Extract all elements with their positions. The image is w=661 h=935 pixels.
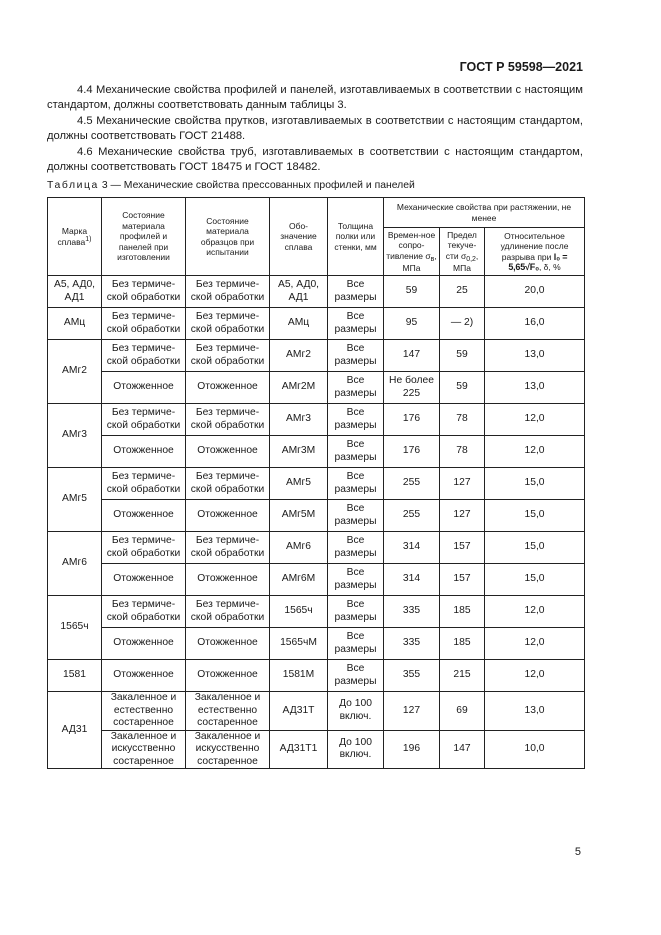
cell-yield: 25 <box>440 276 485 308</box>
cell-thickness: До 100 включ. <box>328 692 384 731</box>
cell-thickness: Все размеры <box>328 276 384 308</box>
cell-state-sample: Без термиче-ской обработки <box>186 596 270 628</box>
cell-tensile: 127 <box>384 692 440 731</box>
cell-state-sample: Закаленное и искусственно состаренное <box>186 730 270 769</box>
cell-elongation: 12,0 <box>485 596 585 628</box>
cell-state-product: Без термиче-ской обработки <box>102 596 186 628</box>
page-number: 5 <box>574 846 581 858</box>
cell-designation: АМг5М <box>270 500 328 532</box>
cell-designation: АМг2 <box>270 340 328 372</box>
table-caption <box>47 180 415 191</box>
cell-thickness: Все размеры <box>328 532 384 564</box>
table-row <box>48 276 585 308</box>
header-elongation: Относительное удлинение после разрыва при l₀ = 5,65√F₀, δ, % <box>485 228 585 276</box>
header-grade: Марка сплава$^{1)}$ <box>48 198 102 276</box>
cell-thickness: Все размеры <box>328 500 384 532</box>
cell-yield: 147 <box>440 730 485 769</box>
cell-elongation: 10,0 <box>485 730 585 769</box>
table-row <box>48 404 585 436</box>
cell-thickness: Все размеры <box>328 660 384 692</box>
cell-state-product: Отожженное <box>102 660 186 692</box>
table-row <box>48 532 585 564</box>
cell-state-sample: Отожженное <box>186 500 270 532</box>
cell-tensile: 314 <box>384 532 440 564</box>
table-row <box>48 468 585 500</box>
cell-elongation: 12,0 <box>485 436 585 468</box>
cell-state-product: Без термиче-ской обработки <box>102 468 186 500</box>
table-row <box>48 660 585 692</box>
cell-state-product: Без термиче-ской обработки <box>102 340 186 372</box>
cell-state-product: Отожженное <box>102 628 186 660</box>
cell-elongation: 12,0 <box>485 404 585 436</box>
cell-elongation: 16,0 <box>485 308 585 340</box>
cell-elongation: 20,0 <box>485 276 585 308</box>
cell-yield: 78 <box>440 404 485 436</box>
document-header: ГОСТ Р 59598—2021 <box>459 60 583 74</box>
cell-thickness: Все размеры <box>328 468 384 500</box>
caption-number: 3 <box>101 180 108 191</box>
cell-yield: 69 <box>440 692 485 731</box>
cell-designation: 1565чМ <box>270 628 328 660</box>
table-row <box>48 596 585 628</box>
cell-grade: АМг5 <box>48 468 102 532</box>
cell-yield: — 2) <box>440 308 485 340</box>
cell-designation: АМг6 <box>270 532 328 564</box>
paragraph-4-4-text: 4.4 Механические свойства профилей и панелей, изготавливаемых в соответствии с настоящим стандартом, должны соответствовать данным таблицы 3. <box>47 84 583 111</box>
cell-tensile: 59 <box>384 276 440 308</box>
cell-yield: 185 <box>440 628 485 660</box>
cell-elongation: 15,0 <box>485 500 585 532</box>
cell-state-sample: Отожженное <box>186 660 270 692</box>
cell-elongation: 12,0 <box>485 660 585 692</box>
cell-state-sample: Без термиче-ской обработки <box>186 532 270 564</box>
table-row <box>48 340 585 372</box>
cell-tensile: 355 <box>384 660 440 692</box>
cell-state-product: Отожженное <box>102 564 186 596</box>
cell-yield: 215 <box>440 660 485 692</box>
table-row <box>48 372 585 404</box>
cell-designation: 1565ч <box>270 596 328 628</box>
cell-yield: 127 <box>440 500 485 532</box>
cell-yield: 185 <box>440 596 485 628</box>
cell-state-product: Отожженное <box>102 436 186 468</box>
cell-designation: АМг3М <box>270 436 328 468</box>
cell-state-sample: Без термиче-ской обработки <box>186 404 270 436</box>
cell-state-sample: Без термиче-ской обработки <box>186 468 270 500</box>
cell-tensile: 255 <box>384 468 440 500</box>
table-row <box>48 436 585 468</box>
cell-grade: АМц <box>48 308 102 340</box>
cell-grade: АМг3 <box>48 404 102 468</box>
cell-thickness: Все размеры <box>328 436 384 468</box>
cell-state-product: Отожженное <box>102 372 186 404</box>
cell-yield: 157 <box>440 564 485 596</box>
cell-grade: 1565ч <box>48 596 102 660</box>
cell-elongation: 13,0 <box>485 692 585 731</box>
header-designation: Обо-значение сплава <box>270 198 328 276</box>
cell-designation: АМц <box>270 308 328 340</box>
mechanical-properties-table <box>47 197 585 769</box>
cell-yield: 78 <box>440 436 485 468</box>
paragraph-4-6-text: 4.6 Механические свойства труб, изготавливаемых в соответствии с настоящим стандартом, должны соответствовать ГОСТ 18475 и ГОСТ 18482. <box>47 146 583 173</box>
cell-designation: АМг3 <box>270 404 328 436</box>
cell-designation: АМг5 <box>270 468 328 500</box>
cell-state-product: Отожженное <box>102 500 186 532</box>
header-state-sample: Состояние материала образцов при испытании <box>186 198 270 276</box>
cell-thickness: До 100 включ. <box>328 730 384 769</box>
caption-prefix: Таблица <box>47 180 99 191</box>
cell-thickness: Все размеры <box>328 564 384 596</box>
cell-tensile: 147 <box>384 340 440 372</box>
cell-tensile: 95 <box>384 308 440 340</box>
cell-elongation: 12,0 <box>485 628 585 660</box>
table-row <box>48 500 585 532</box>
cell-tensile: 335 <box>384 596 440 628</box>
cell-yield: 59 <box>440 340 485 372</box>
cell-grade: А5, АД0, АД1 <box>48 276 102 308</box>
cell-tensile: 176 <box>384 404 440 436</box>
cell-state-product: Закаленное и искусственно состаренное <box>102 730 186 769</box>
cell-state-sample: Без термиче-ской обработки <box>186 340 270 372</box>
cell-thickness: Все размеры <box>328 340 384 372</box>
cell-grade: АД31 <box>48 692 102 769</box>
cell-designation: АД31Т1 <box>270 730 328 769</box>
caption-title: — Механические свойства прессованных профилей и панелей <box>110 180 415 191</box>
cell-thickness: Все размеры <box>328 404 384 436</box>
cell-state-sample: Отожженное <box>186 436 270 468</box>
cell-state-sample: Без термиче-ской обработки <box>186 308 270 340</box>
cell-elongation: 15,0 <box>485 564 585 596</box>
cell-grade: АМг6 <box>48 532 102 596</box>
paragraph-4-5-text: 4.5 Механические свойства прутков, изготавливаемых в соответствии с настоящим стандартом, должны соответствовать ГОСТ 21488. <box>47 115 583 142</box>
cell-grade: АМг2 <box>48 340 102 404</box>
cell-tensile: 176 <box>384 436 440 468</box>
header-state-product: Состояние материала профилей и панелей при изготовлении <box>102 198 186 276</box>
cell-grade: 1581 <box>48 660 102 692</box>
cell-designation: АМг2М <box>270 372 328 404</box>
cell-thickness: Все размеры <box>328 596 384 628</box>
table-row <box>48 730 585 769</box>
cell-state-sample: Без термиче-ской обработки <box>186 276 270 308</box>
cell-designation: А5, АД0, АД1 <box>270 276 328 308</box>
cell-thickness: Все размеры <box>328 308 384 340</box>
cell-thickness: Все размеры <box>328 372 384 404</box>
cell-state-product: Без термиче-ской обработки <box>102 404 186 436</box>
header-yield: Предел текуче-сти $\sigma_{0,2}$, МПа <box>440 228 485 276</box>
cell-elongation: 15,0 <box>485 532 585 564</box>
cell-state-sample: Отожженное <box>186 564 270 596</box>
cell-state-sample: Закаленное и естественно состаренное <box>186 692 270 731</box>
paragraph-4-4 <box>47 83 583 113</box>
cell-tensile: 314 <box>384 564 440 596</box>
cell-state-product: Без термиче-ской обработки <box>102 532 186 564</box>
cell-yield: 157 <box>440 532 485 564</box>
header-tensile: Времен-ное сопро-тивление $\sigma_в$, МПа <box>384 228 440 276</box>
table-row <box>48 628 585 660</box>
paragraph-4-6 <box>47 145 583 175</box>
cell-tensile: 255 <box>384 500 440 532</box>
header-thickness: Толщина полки или стенки, мм <box>328 198 384 276</box>
cell-tensile: 335 <box>384 628 440 660</box>
header-mech-group: Механические свойства при растяжении, не менее <box>384 198 585 228</box>
cell-tensile: 196 <box>384 730 440 769</box>
cell-state-sample: Отожженное <box>186 372 270 404</box>
table-row <box>48 692 585 731</box>
table-row <box>48 564 585 596</box>
cell-designation: 1581М <box>270 660 328 692</box>
paragraph-4-5 <box>47 114 583 144</box>
cell-tensile: Не более 225 <box>384 372 440 404</box>
cell-state-product: Без термиче-ской обработки <box>102 276 186 308</box>
cell-elongation: 13,0 <box>485 372 585 404</box>
cell-designation: АМг6М <box>270 564 328 596</box>
table-body <box>48 276 585 769</box>
cell-state-product: Закаленное и естественно состаренное <box>102 692 186 731</box>
cell-yield: 127 <box>440 468 485 500</box>
cell-designation: АД31Т <box>270 692 328 731</box>
cell-elongation: 13,0 <box>485 340 585 372</box>
cell-thickness: Все размеры <box>328 628 384 660</box>
cell-state-sample: Отожженное <box>186 628 270 660</box>
cell-state-product: Без термиче-ской обработки <box>102 308 186 340</box>
cell-elongation: 15,0 <box>485 468 585 500</box>
cell-yield: 59 <box>440 372 485 404</box>
table-row <box>48 308 585 340</box>
